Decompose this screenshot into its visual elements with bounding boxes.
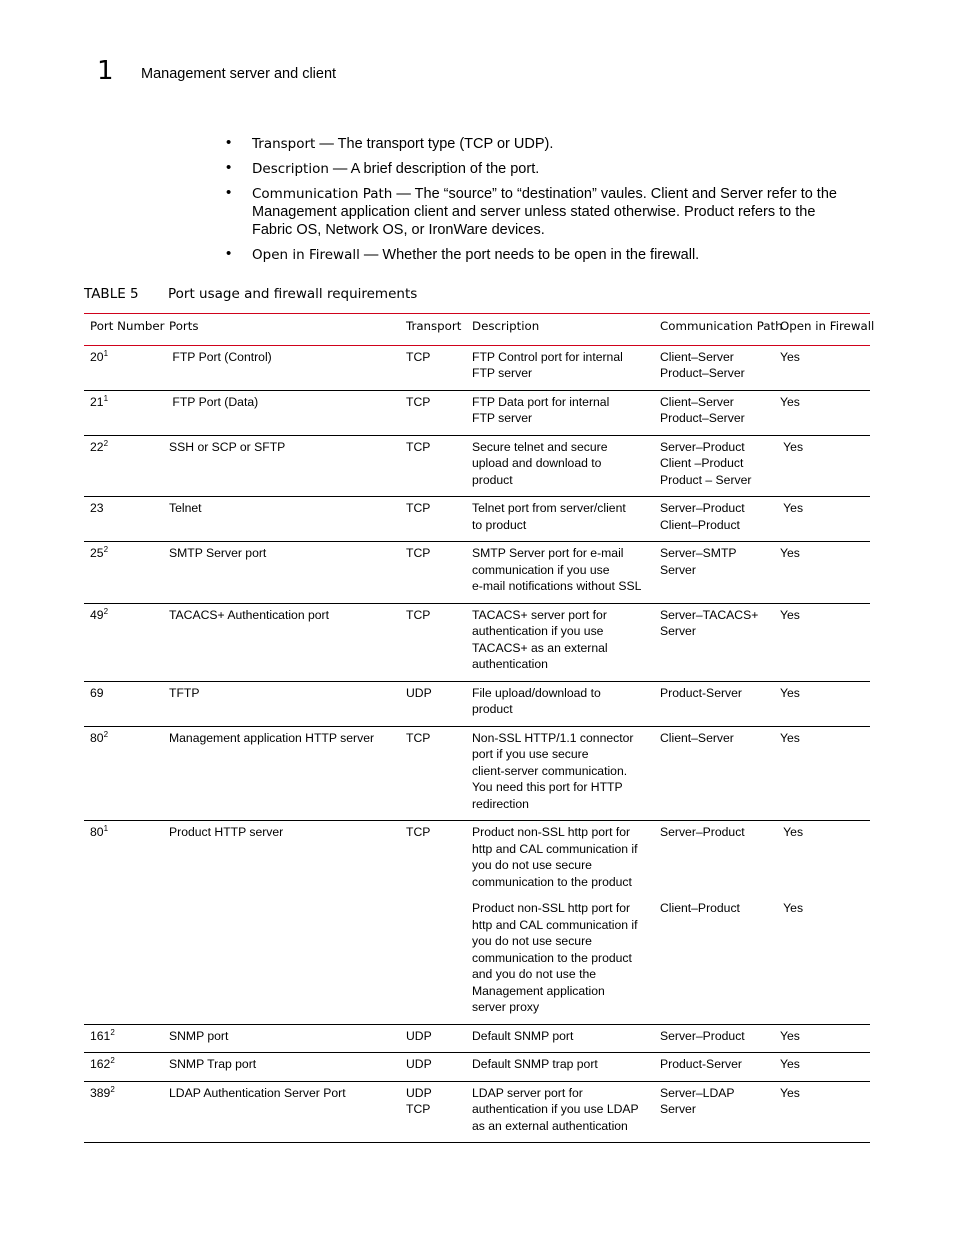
description-line: Default SNMP trap port: [472, 1057, 598, 1071]
transport-cell: [400, 603, 466, 681]
transport-value: TCP: [406, 730, 431, 745]
communication-path-cell: [654, 345, 774, 390]
transport-value: UDP: [406, 1028, 432, 1043]
port-number-cell: [84, 1024, 163, 1053]
transport-cell: [400, 898, 466, 1024]
port-name: SMTP Server port: [169, 546, 267, 560]
communication-path-line: Client –Product: [660, 456, 744, 470]
table-row: [84, 821, 870, 899]
bullet-icon: •: [226, 159, 232, 176]
open-in-firewall-value: Yes: [780, 1057, 800, 1071]
communication-path-line: Product-Server: [660, 1057, 742, 1071]
footnote-ref: 1: [103, 348, 109, 358]
port-name-cell: [163, 726, 400, 821]
port-name-cell: [163, 542, 400, 604]
term: Open in Firewall: [252, 247, 360, 263]
definition: — The transport type (TCP or UDP).: [315, 136, 554, 152]
footnote-ref: 2: [103, 729, 109, 739]
port-number-cell: [84, 821, 163, 899]
communication-path-line: Server–Product: [660, 1028, 745, 1043]
port-number: 389: [90, 1085, 111, 1100]
open-in-firewall-value: Yes: [780, 1085, 800, 1100]
list-item: [226, 160, 856, 178]
ports-table: [84, 313, 875, 1143]
description-line: to product: [472, 517, 527, 532]
column-header: Description: [466, 314, 654, 346]
description-line: communication if you use: [472, 562, 610, 577]
port-name-cell: [163, 681, 400, 726]
communication-path-line: Product–Server: [660, 366, 745, 380]
open-in-firewall-cell: [774, 681, 870, 726]
port-name-cell: [163, 497, 400, 542]
definition: — Whether the port needs to be open in the firewall.: [359, 247, 700, 263]
transport-cell: [400, 435, 466, 497]
table-row: [84, 345, 870, 390]
transport-value: TCP: [406, 825, 431, 839]
communication-path-cell: [654, 726, 774, 821]
description-cell: [466, 898, 654, 1024]
description-cell: [466, 726, 654, 821]
bullet-icon: •: [226, 245, 232, 262]
table-row: [84, 1053, 870, 1082]
description-cell: [466, 1081, 654, 1143]
open-in-firewall-value: Yes: [780, 1028, 800, 1043]
port-number: 23: [90, 501, 104, 515]
description-line: you do not use secure: [472, 934, 592, 948]
transport-cell: [400, 1081, 466, 1143]
port-name: Product HTTP server: [169, 825, 284, 839]
port-number-cell: [84, 390, 163, 435]
description-line: http and CAL communication if: [472, 841, 638, 856]
communication-path-cell: [654, 603, 774, 681]
table-label: TABLE 5: [84, 286, 139, 302]
description-line: Product non-SSL http port for: [472, 901, 631, 915]
description-line: FTP server: [472, 411, 533, 425]
description-line: redirection: [472, 796, 529, 811]
communication-path-line: Product–Server: [660, 411, 745, 425]
table-title: Port usage and firewall requirements: [168, 286, 418, 302]
port-number-cell: [84, 898, 163, 1024]
table-row: [84, 603, 870, 681]
description-line: http and CAL communication if: [472, 917, 638, 932]
open-in-firewall-cell: [774, 821, 870, 899]
open-in-firewall-cell: [774, 497, 870, 542]
open-in-firewall-cell: [774, 603, 870, 681]
description-line: FTP Data port for internal: [472, 394, 610, 409]
term: Transport: [252, 136, 316, 152]
open-in-firewall-cell: [774, 542, 870, 604]
table-row: [84, 726, 870, 821]
open-in-firewall-value: Yes: [780, 546, 800, 560]
description-line: and you do not use the: [472, 967, 597, 981]
port-name-cell: [163, 1081, 400, 1143]
communication-path-line: Client–Server: [660, 394, 734, 409]
description-line: product: [472, 702, 513, 716]
description-line: communication to the product: [472, 874, 632, 889]
port-name-cell: [163, 435, 400, 497]
list-item: [226, 246, 856, 264]
open-in-firewall-cell: [774, 1024, 870, 1053]
communication-path-line: Server: [660, 624, 696, 638]
list-item: [226, 185, 856, 239]
open-in-firewall-cell: [774, 390, 870, 435]
description-line: TACACS+ server port for: [472, 607, 607, 622]
communication-path-line: Server–LDAP: [660, 1085, 735, 1100]
communication-path-line: Server–SMTP: [660, 546, 737, 560]
column-header: Communication Path: [654, 314, 774, 346]
port-name-cell: [163, 390, 400, 435]
table-row: [84, 898, 870, 1024]
transport-cell: [400, 497, 466, 542]
open-in-firewall-value: Yes: [780, 730, 800, 745]
open-in-firewall-value: Yes: [780, 501, 804, 515]
field-definitions-list: [226, 135, 856, 271]
transport-cell: [400, 1024, 466, 1053]
port-name-cell: [163, 821, 400, 899]
transport-cell: [400, 542, 466, 604]
description-line: LDAP server port for: [472, 1085, 583, 1100]
description-line: Product non-SSL http port for: [472, 825, 631, 839]
port-number: 80: [90, 730, 104, 745]
communication-path-cell: [654, 1024, 774, 1053]
description-line: as an external authentication: [472, 1118, 628, 1133]
bullet-icon: •: [226, 134, 232, 151]
communication-path-cell: [654, 821, 774, 899]
table-row: [84, 390, 870, 435]
communication-path-line: Server: [660, 562, 696, 577]
description-cell: [466, 1024, 654, 1053]
footnote-ref: 2: [103, 438, 109, 448]
description-line: Management application: [472, 983, 605, 998]
communication-path-cell: [654, 898, 774, 1024]
transport-cell: [400, 345, 466, 390]
table-row: [84, 1081, 870, 1143]
transport-value: TCP: [406, 546, 431, 560]
table-row: [84, 497, 870, 542]
open-in-firewall-value: Yes: [780, 901, 804, 915]
definition: — A brief description of the port.: [328, 161, 540, 177]
table-header-row: [84, 314, 870, 346]
transport-value: UDP: [406, 1085, 432, 1100]
communication-path-line: Server–TACACS+: [660, 607, 759, 622]
port-number-cell: [84, 1081, 163, 1143]
transport-value: TCP: [406, 349, 431, 364]
transport-value: TCP: [406, 439, 431, 454]
chapter-number: 1: [97, 56, 114, 86]
open-in-firewall-cell: [774, 435, 870, 497]
communication-path-line: Product-Server: [660, 685, 742, 700]
port-number: 69: [90, 685, 104, 700]
port-number-cell: [84, 542, 163, 604]
description-line: upload and download to: [472, 456, 602, 470]
description-line: authentication: [472, 657, 548, 671]
transport-cell: [400, 681, 466, 726]
table-body: [84, 345, 870, 1143]
table-caption: [84, 286, 417, 302]
table-row: [84, 1024, 870, 1053]
communication-path-line: Server–Product: [660, 825, 745, 839]
transport-value: TCP: [406, 607, 431, 622]
description-line: SMTP Server port for e-mail: [472, 546, 624, 560]
description-line: Non-SSL HTTP/1.1 connector: [472, 730, 634, 745]
footnote-ref: 1: [103, 824, 109, 833]
port-number: 20: [90, 349, 104, 364]
port-number-cell: [84, 726, 163, 821]
port-number: 21: [90, 394, 104, 409]
transport-value: UDP: [406, 1057, 432, 1071]
port-number-cell: [84, 681, 163, 726]
port-name: SNMP port: [169, 1028, 229, 1043]
description-line: authentication if you use LDAP: [472, 1102, 639, 1116]
port-name-cell: [163, 898, 400, 1024]
footnote-ref: 2: [103, 606, 109, 616]
port-number: 22: [90, 439, 104, 454]
port-number: 80: [90, 825, 104, 839]
port-name: TFTP: [169, 685, 200, 700]
port-number-cell: [84, 1053, 163, 1082]
footnote-ref: 2: [110, 1084, 115, 1094]
communication-path-line: Client–Server: [660, 349, 734, 364]
communication-path-cell: [654, 681, 774, 726]
description-line: FTP server: [472, 366, 533, 380]
communication-path-line: Product – Server: [660, 472, 752, 487]
column-header: Ports: [163, 314, 400, 346]
communication-path-line: Client–Product: [660, 901, 740, 915]
communication-path-cell: [654, 390, 774, 435]
footnote-ref: 2: [110, 1027, 115, 1037]
description-line: Default SNMP port: [472, 1028, 574, 1043]
communication-path-cell: [654, 435, 774, 497]
description-line: client-server communication.: [472, 763, 628, 778]
description-cell: [466, 390, 654, 435]
transport-cell: [400, 821, 466, 899]
footnote-ref: 2: [110, 1056, 115, 1065]
transport-value: TCP: [406, 394, 431, 409]
open-in-firewall-value: Yes: [780, 349, 800, 364]
communication-path-cell: [654, 1053, 774, 1082]
column-header: Port Number: [84, 314, 163, 346]
description-cell: [466, 435, 654, 497]
open-in-firewall-value: Yes: [780, 607, 800, 622]
description-line: TACACS+ as an external: [472, 640, 608, 655]
description-line: port if you use secure: [472, 747, 589, 761]
description-line: authentication if you use: [472, 624, 604, 638]
port-name: Telnet: [169, 501, 202, 515]
open-in-firewall-value: Yes: [780, 685, 800, 700]
table-row: [84, 681, 870, 726]
description-line: product: [472, 472, 513, 487]
description-line: File upload/download to: [472, 685, 601, 700]
open-in-firewall-cell: [774, 726, 870, 821]
port-name: FTP Port (Data): [169, 394, 259, 409]
column-header: Open in Firewall: [774, 314, 870, 346]
communication-path-cell: [654, 542, 774, 604]
description-line: you do not use secure: [472, 858, 592, 872]
description-cell: [466, 821, 654, 899]
description-line: e-mail notifications without SSL: [472, 579, 642, 593]
transport-cell: [400, 390, 466, 435]
port-name-cell: [163, 1024, 400, 1053]
term: Communication Path: [252, 186, 393, 202]
communication-path-line: Server–Product: [660, 501, 745, 515]
description-line: Telnet port from server/client: [472, 501, 626, 515]
open-in-firewall-value: Yes: [780, 439, 804, 454]
port-name-cell: [163, 1053, 400, 1082]
port-name: LDAP Authentication Server Port: [169, 1085, 346, 1100]
port-name: Management application HTTP server: [169, 730, 375, 745]
transport-value: UDP: [406, 685, 432, 700]
footnote-ref: 2: [103, 545, 109, 554]
footnote-ref: 1: [103, 393, 109, 403]
port-number: 162: [90, 1057, 111, 1071]
description-line: Secure telnet and secure: [472, 439, 608, 454]
port-name-cell: [163, 345, 400, 390]
communication-path-line: Client–Server: [660, 730, 734, 745]
description-cell: [466, 681, 654, 726]
description-cell: [466, 542, 654, 604]
port-name: SNMP Trap port: [169, 1057, 257, 1071]
definition: — The “source” to “destination” vaules. Client and Server refer to the Management application client and server unless stated otherwise. Product refers to the Fabric OS, Network OS, or IronWare devices.: [252, 186, 837, 238]
port-number-cell: [84, 497, 163, 542]
communication-path-line: Server–Product: [660, 439, 745, 454]
transport-value: TCP: [406, 501, 431, 515]
description-cell: [466, 1053, 654, 1082]
open-in-firewall-cell: [774, 1053, 870, 1082]
open-in-firewall-cell: [774, 345, 870, 390]
communication-path-line: Client–Product: [660, 517, 740, 532]
table-row: [84, 542, 870, 604]
open-in-firewall-value: Yes: [780, 394, 800, 409]
description-cell: [466, 497, 654, 542]
open-in-firewall-value: Yes: [780, 825, 804, 839]
port-name: SSH or SCP or SFTP: [169, 439, 286, 454]
column-header: Transport: [400, 314, 466, 346]
list-item: [226, 135, 856, 153]
transport-value: TCP: [406, 1102, 431, 1116]
port-name: TACACS+ Authentication port: [169, 607, 329, 622]
communication-path-line: Server: [660, 1102, 696, 1116]
port-name: FTP Port (Control): [169, 349, 272, 364]
description-line: server proxy: [472, 1000, 540, 1014]
port-number: 161: [90, 1028, 111, 1043]
bullet-icon: •: [226, 184, 232, 201]
description-line: communication to the product: [472, 950, 632, 965]
description-line: FTP Control port for internal: [472, 349, 623, 364]
open-in-firewall-cell: [774, 898, 870, 1024]
port-number-cell: [84, 603, 163, 681]
communication-path-cell: [654, 1081, 774, 1143]
table-row: [84, 435, 870, 497]
transport-cell: [400, 726, 466, 821]
communication-path-cell: [654, 497, 774, 542]
port-number-cell: [84, 435, 163, 497]
term: Description: [252, 161, 329, 177]
description-cell: [466, 345, 654, 390]
running-header: Management server and client: [141, 66, 337, 82]
transport-cell: [400, 1053, 466, 1082]
open-in-firewall-cell: [774, 1081, 870, 1143]
port-number: 49: [90, 607, 104, 622]
port-number-cell: [84, 345, 163, 390]
description-cell: [466, 603, 654, 681]
port-name-cell: [163, 603, 400, 681]
description-line: You need this port for HTTP: [472, 780, 623, 794]
port-number: 25: [90, 546, 104, 560]
